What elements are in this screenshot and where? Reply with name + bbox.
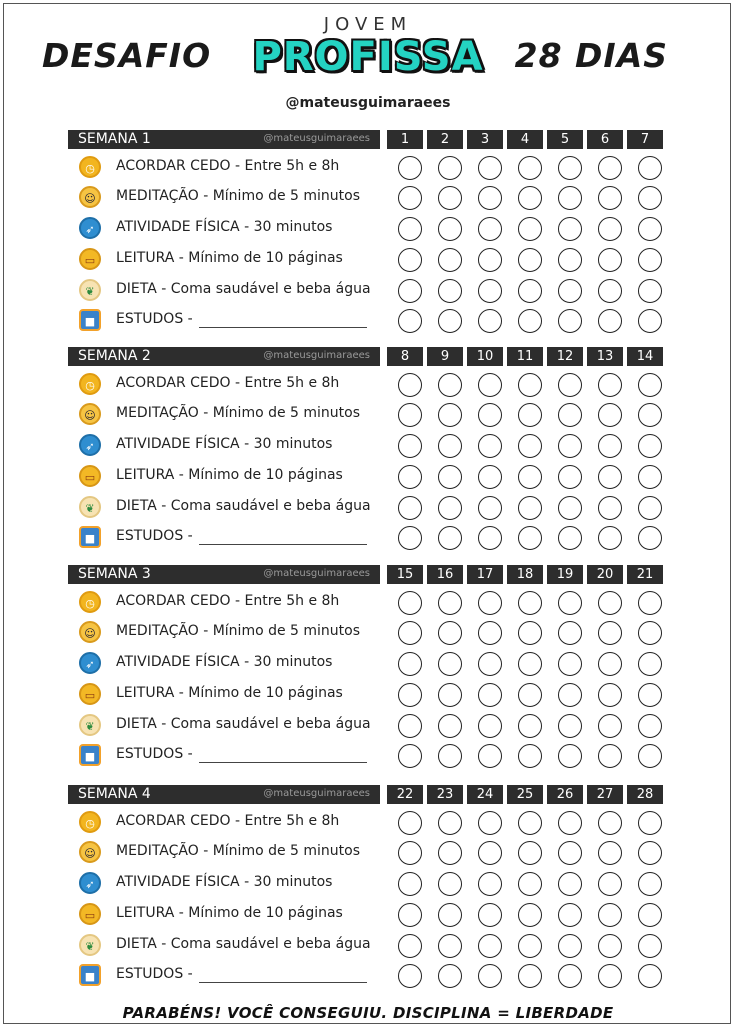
day-number: 17	[467, 565, 503, 584]
habit-check-circle[interactable]	[398, 872, 422, 896]
meditation-icon: ☺	[79, 841, 101, 863]
habit-check-circle[interactable]	[558, 591, 582, 615]
habit-check-circle[interactable]	[558, 496, 582, 520]
week-handle-watermark: @mateusguimaraees	[263, 133, 370, 144]
habit-check-circle[interactable]	[478, 248, 502, 272]
habit-label: ESTUDOS -	[116, 311, 193, 327]
day-number: 21	[627, 565, 663, 584]
habit-check-circle[interactable]	[638, 156, 662, 180]
habit-label: ACORDAR CEDO - Entre 5h e 8h	[116, 375, 340, 391]
habit-label: MEDITAÇÃO - Mínimo de 5 minutos	[116, 623, 361, 639]
book-icon: ▭	[79, 248, 101, 270]
habit-check-circle[interactable]	[518, 434, 542, 458]
habit-check-circle[interactable]	[598, 156, 622, 180]
habit-label: ATIVIDADE FÍSICA - 30 minutos	[116, 436, 333, 452]
runner-icon: ➶	[79, 872, 101, 894]
habit-check-circle[interactable]	[438, 934, 462, 958]
habit-label: LEITURA - Mínimo de 10 páginas	[116, 905, 343, 921]
habit-check-circle[interactable]	[598, 621, 622, 645]
week-title: SEMANA 2	[78, 348, 151, 364]
meal-icon: ❦	[79, 279, 101, 301]
habit-check-circle[interactable]	[438, 279, 462, 303]
habit-check-circle[interactable]	[638, 186, 662, 210]
week-header-bar	[68, 565, 380, 584]
habit-check-circle[interactable]	[638, 403, 662, 427]
habit-check-circle[interactable]	[638, 591, 662, 615]
habit-check-circle[interactable]	[518, 279, 542, 303]
habit-check-circle[interactable]	[518, 465, 542, 489]
habit-check-circle[interactable]	[518, 621, 542, 645]
habit-check-circle[interactable]	[558, 434, 582, 458]
habit-label: ACORDAR CEDO - Entre 5h e 8h	[116, 158, 340, 174]
habit-check-circle[interactable]	[398, 714, 422, 738]
meal-icon: ❦	[79, 934, 101, 956]
habit-check-circle[interactable]	[558, 811, 582, 835]
day-number: 19	[547, 565, 583, 584]
day-number: 5	[547, 130, 583, 149]
habit-check-circle[interactable]	[478, 621, 502, 645]
habit-check-circle[interactable]	[398, 248, 422, 272]
habit-check-circle[interactable]	[438, 903, 462, 927]
habit-label: MEDITAÇÃO - Mínimo de 5 minutos	[116, 843, 361, 859]
day-number: 7	[627, 130, 663, 149]
habit-check-circle[interactable]	[558, 872, 582, 896]
habit-check-circle[interactable]	[558, 744, 582, 768]
habit-check-circle[interactable]	[478, 496, 502, 520]
habit-check-circle[interactable]	[438, 465, 462, 489]
habit-check-circle[interactable]	[478, 186, 502, 210]
habit-row	[0, 838, 736, 868]
book-icon: ▭	[79, 903, 101, 925]
habit-check-circle[interactable]	[558, 248, 582, 272]
alarm-clock-icon: ◷	[79, 156, 101, 178]
habit-check-circle[interactable]	[638, 526, 662, 550]
week-handle-watermark: @mateusguimaraees	[263, 350, 370, 361]
habit-label: ATIVIDADE FÍSICA - 30 minutos	[116, 219, 333, 235]
habit-check-circle[interactable]	[398, 309, 422, 333]
habit-check-circle[interactable]	[518, 496, 542, 520]
habit-check-circle[interactable]	[598, 652, 622, 676]
habit-check-circle[interactable]	[438, 714, 462, 738]
habit-check-circle[interactable]	[638, 683, 662, 707]
alarm-clock-icon: ◷	[79, 591, 101, 613]
habit-check-circle[interactable]	[398, 403, 422, 427]
habit-row	[0, 276, 736, 306]
habit-check-circle[interactable]	[638, 309, 662, 333]
day-number: 27	[587, 785, 623, 804]
day-number: 23	[427, 785, 463, 804]
footer-message: PARABÉNS! VOCÊ CONSEGUIU. DISCIPLINA = LIBERDADE	[122, 1004, 614, 1022]
day-number: 11	[507, 347, 543, 366]
day-number: 24	[467, 785, 503, 804]
habit-row	[0, 808, 736, 838]
habit-check-circle[interactable]	[518, 526, 542, 550]
habit-check-circle[interactable]	[398, 156, 422, 180]
habit-check-circle[interactable]	[398, 373, 422, 397]
habit-check-circle[interactable]	[558, 621, 582, 645]
habit-check-circle[interactable]	[518, 373, 542, 397]
habit-check-circle[interactable]	[598, 714, 622, 738]
day-number: 16	[427, 565, 463, 584]
habit-check-circle[interactable]	[598, 903, 622, 927]
habit-label: ESTUDOS -	[116, 528, 193, 544]
habit-check-circle[interactable]	[558, 903, 582, 927]
habit-check-circle[interactable]	[478, 841, 502, 865]
habit-label: DIETA - Coma saudável e beba água	[116, 498, 371, 514]
habit-check-circle[interactable]	[438, 156, 462, 180]
habit-check-circle[interactable]	[518, 403, 542, 427]
runner-icon: ➶	[79, 652, 101, 674]
habit-label: DIETA - Coma saudável e beba água	[116, 716, 371, 732]
habit-label: LEITURA - Mínimo de 10 páginas	[116, 467, 343, 483]
habit-check-circle[interactable]	[518, 683, 542, 707]
day-number: 25	[507, 785, 543, 804]
header-28-dias: 28 DIAS	[514, 36, 668, 75]
habit-check-circle[interactable]	[438, 248, 462, 272]
habit-check-circle[interactable]	[638, 621, 662, 645]
habit-check-circle[interactable]	[438, 403, 462, 427]
habit-check-circle[interactable]	[478, 309, 502, 333]
habit-check-circle[interactable]	[558, 714, 582, 738]
habit-row	[0, 649, 736, 679]
habit-check-circle[interactable]	[638, 872, 662, 896]
habit-check-circle[interactable]	[478, 156, 502, 180]
habit-check-circle[interactable]	[558, 465, 582, 489]
day-number: 9	[427, 347, 463, 366]
habit-row	[0, 431, 736, 461]
day-number: 26	[547, 785, 583, 804]
habit-check-circle[interactable]	[478, 403, 502, 427]
habit-check-circle[interactable]	[478, 465, 502, 489]
habit-check-circle[interactable]	[558, 373, 582, 397]
habit-check-circle[interactable]	[598, 465, 622, 489]
habit-check-circle[interactable]	[518, 156, 542, 180]
brand-profissa-logo: PROFISSA	[252, 34, 484, 80]
day-number: 13	[587, 347, 623, 366]
habit-check-circle[interactable]	[518, 591, 542, 615]
habit-check-circle[interactable]	[478, 373, 502, 397]
habit-check-circle[interactable]	[638, 903, 662, 927]
habit-check-circle[interactable]	[598, 279, 622, 303]
habit-label: DIETA - Coma saudável e beba água	[116, 936, 371, 952]
habit-check-circle[interactable]	[398, 526, 422, 550]
study-icon: ■	[79, 526, 101, 548]
habit-check-circle[interactable]	[438, 652, 462, 676]
habit-check-circle[interactable]	[558, 841, 582, 865]
brand-jovem: JOVEM	[323, 14, 413, 35]
habit-check-circle[interactable]	[558, 964, 582, 988]
habit-check-circle[interactable]	[518, 714, 542, 738]
runner-icon: ➶	[79, 434, 101, 456]
habit-check-circle[interactable]	[438, 434, 462, 458]
habit-check-circle[interactable]	[438, 526, 462, 550]
habit-check-circle[interactable]	[598, 811, 622, 835]
habit-check-circle[interactable]	[598, 186, 622, 210]
alarm-clock-icon: ◷	[79, 373, 101, 395]
habit-check-circle[interactable]	[398, 465, 422, 489]
habit-row	[0, 680, 736, 710]
habit-check-circle[interactable]	[518, 248, 542, 272]
habit-check-circle[interactable]	[478, 744, 502, 768]
habit-check-circle[interactable]	[638, 496, 662, 520]
habit-check-circle[interactable]	[478, 526, 502, 550]
habit-check-circle[interactable]	[478, 714, 502, 738]
habit-label: ACORDAR CEDO - Entre 5h e 8h	[116, 813, 340, 829]
day-number: 28	[627, 785, 663, 804]
habit-check-circle[interactable]	[518, 872, 542, 896]
habit-check-circle[interactable]	[518, 652, 542, 676]
habit-row	[0, 400, 736, 430]
habit-check-circle[interactable]	[518, 964, 542, 988]
habit-check-circle[interactable]	[398, 652, 422, 676]
habit-check-circle[interactable]	[438, 872, 462, 896]
habit-check-circle[interactable]	[558, 526, 582, 550]
habit-check-circle[interactable]	[518, 841, 542, 865]
habit-check-circle[interactable]	[398, 934, 422, 958]
habit-check-circle[interactable]	[438, 811, 462, 835]
meditation-icon: ☺	[79, 403, 101, 425]
habit-row	[0, 370, 736, 400]
book-icon: ▭	[79, 683, 101, 705]
habit-check-circle[interactable]	[638, 964, 662, 988]
habit-row	[0, 741, 736, 771]
habit-check-circle[interactable]	[398, 744, 422, 768]
habit-check-circle[interactable]	[438, 373, 462, 397]
habit-check-circle[interactable]	[598, 526, 622, 550]
habit-check-circle[interactable]	[438, 621, 462, 645]
habit-row	[0, 214, 736, 244]
day-number: 4	[507, 130, 543, 149]
day-number: 2	[427, 130, 463, 149]
habit-check-circle[interactable]	[438, 591, 462, 615]
habit-label: LEITURA - Mínimo de 10 páginas	[116, 685, 343, 701]
habit-check-circle[interactable]	[478, 934, 502, 958]
habit-row	[0, 523, 736, 553]
habit-check-circle[interactable]	[518, 934, 542, 958]
habit-row	[0, 618, 736, 648]
week-handle-watermark: @mateusguimaraees	[263, 788, 370, 799]
habit-row	[0, 931, 736, 961]
habit-label: MEDITAÇÃO - Mínimo de 5 minutos	[116, 188, 361, 204]
habit-check-circle[interactable]	[638, 714, 662, 738]
habit-check-circle[interactable]	[398, 434, 422, 458]
habit-label: DIETA - Coma saudável e beba água	[116, 281, 371, 297]
study-subject-blank-line[interactable]	[199, 762, 367, 763]
habit-label: MEDITAÇÃO - Mínimo de 5 minutos	[116, 405, 361, 421]
habit-check-circle[interactable]	[518, 309, 542, 333]
week-handle-watermark: @mateusguimaraees	[263, 568, 370, 579]
habit-check-circle[interactable]	[518, 186, 542, 210]
day-number: 1	[387, 130, 423, 149]
habit-check-circle[interactable]	[518, 744, 542, 768]
habit-check-circle[interactable]	[638, 248, 662, 272]
habit-check-circle[interactable]	[638, 279, 662, 303]
habit-check-circle[interactable]	[438, 683, 462, 707]
habit-check-circle[interactable]	[638, 373, 662, 397]
habit-check-circle[interactable]	[598, 744, 622, 768]
habit-label: ATIVIDADE FÍSICA - 30 minutos	[116, 654, 333, 670]
meditation-icon: ☺	[79, 621, 101, 643]
habit-check-circle[interactable]	[398, 591, 422, 615]
habit-check-circle[interactable]	[598, 964, 622, 988]
habit-check-circle[interactable]	[398, 279, 422, 303]
habit-check-circle[interactable]	[558, 309, 582, 333]
habit-check-circle[interactable]	[438, 217, 462, 241]
habit-check-circle[interactable]	[478, 811, 502, 835]
habit-row	[0, 245, 736, 275]
week-title: SEMANA 4	[78, 786, 151, 802]
habit-check-circle[interactable]	[638, 652, 662, 676]
habit-row	[0, 493, 736, 523]
habit-check-circle[interactable]	[438, 964, 462, 988]
habit-check-circle[interactable]	[438, 309, 462, 333]
habit-check-circle[interactable]	[518, 903, 542, 927]
habit-check-circle[interactable]	[598, 872, 622, 896]
habit-check-circle[interactable]	[398, 903, 422, 927]
habit-check-circle[interactable]	[438, 841, 462, 865]
habit-check-circle[interactable]	[558, 156, 582, 180]
habit-check-circle[interactable]	[478, 652, 502, 676]
meditation-icon: ☺	[79, 186, 101, 208]
habit-check-circle[interactable]	[598, 373, 622, 397]
habit-check-circle[interactable]	[478, 591, 502, 615]
habit-check-circle[interactable]	[478, 964, 502, 988]
habit-row	[0, 153, 736, 183]
habit-check-circle[interactable]	[478, 683, 502, 707]
habit-check-circle[interactable]	[598, 841, 622, 865]
habit-check-circle[interactable]	[558, 217, 582, 241]
habit-label: ACORDAR CEDO - Entre 5h e 8h	[116, 593, 340, 609]
habit-check-circle[interactable]	[478, 217, 502, 241]
habit-row	[0, 900, 736, 930]
week-header-bar	[68, 347, 380, 366]
study-subject-blank-line[interactable]	[199, 982, 367, 983]
habit-check-circle[interactable]	[398, 811, 422, 835]
day-number: 8	[387, 347, 423, 366]
habit-check-circle[interactable]	[598, 434, 622, 458]
habit-check-circle[interactable]	[638, 934, 662, 958]
habit-check-circle[interactable]	[398, 683, 422, 707]
runner-icon: ➶	[79, 217, 101, 239]
study-icon: ■	[79, 744, 101, 766]
study-icon: ■	[79, 309, 101, 331]
habit-check-circle[interactable]	[438, 744, 462, 768]
habit-check-circle[interactable]	[598, 403, 622, 427]
habit-check-circle[interactable]	[518, 811, 542, 835]
week-title: SEMANA 3	[78, 566, 151, 582]
week-header-bar	[68, 785, 380, 804]
habit-check-circle[interactable]	[598, 496, 622, 520]
day-number: 3	[467, 130, 503, 149]
habit-check-circle[interactable]	[558, 683, 582, 707]
habit-row	[0, 961, 736, 991]
habit-check-circle[interactable]	[598, 309, 622, 333]
habit-check-circle[interactable]	[398, 217, 422, 241]
habit-row	[0, 183, 736, 213]
habit-check-circle[interactable]	[438, 186, 462, 210]
habit-check-circle[interactable]	[558, 652, 582, 676]
habit-check-circle[interactable]	[478, 279, 502, 303]
habit-row	[0, 462, 736, 492]
day-number: 18	[507, 565, 543, 584]
day-number: 10	[467, 347, 503, 366]
habit-check-circle[interactable]	[598, 217, 622, 241]
habit-check-circle[interactable]	[398, 621, 422, 645]
meal-icon: ❦	[79, 496, 101, 518]
habit-check-circle[interactable]	[518, 217, 542, 241]
week-header-bar	[68, 130, 380, 149]
study-subject-blank-line[interactable]	[199, 327, 367, 328]
study-subject-blank-line[interactable]	[199, 544, 367, 545]
day-number: 12	[547, 347, 583, 366]
habit-check-circle[interactable]	[558, 934, 582, 958]
habit-label: ESTUDOS -	[116, 746, 193, 762]
habit-row	[0, 306, 736, 336]
habit-check-circle[interactable]	[398, 186, 422, 210]
habit-check-circle[interactable]	[638, 434, 662, 458]
habit-label: LEITURA - Mínimo de 10 páginas	[116, 250, 343, 266]
habit-check-circle[interactable]	[398, 496, 422, 520]
day-number: 6	[587, 130, 623, 149]
habit-row	[0, 869, 736, 899]
habit-check-circle[interactable]	[398, 964, 422, 988]
week-title: SEMANA 1	[78, 131, 151, 147]
habit-check-circle[interactable]	[558, 279, 582, 303]
habit-check-circle[interactable]	[598, 248, 622, 272]
habit-check-circle[interactable]	[638, 465, 662, 489]
day-number: 15	[387, 565, 423, 584]
meal-icon: ❦	[79, 714, 101, 736]
habit-check-circle[interactable]	[398, 841, 422, 865]
habit-label: ATIVIDADE FÍSICA - 30 minutos	[116, 874, 333, 890]
habit-check-circle[interactable]	[438, 496, 462, 520]
book-icon: ▭	[79, 465, 101, 487]
habit-check-circle[interactable]	[638, 811, 662, 835]
habit-check-circle[interactable]	[558, 403, 582, 427]
habit-check-circle[interactable]	[598, 934, 622, 958]
author-handle: @mateusguimaraees	[285, 95, 451, 111]
habit-check-circle[interactable]	[598, 683, 622, 707]
habit-check-circle[interactable]	[478, 872, 502, 896]
habit-check-circle[interactable]	[638, 217, 662, 241]
habit-check-circle[interactable]	[478, 903, 502, 927]
header-desafio: DESAFIO	[42, 36, 212, 75]
day-number: 14	[627, 347, 663, 366]
habit-check-circle[interactable]	[638, 841, 662, 865]
habit-label: ESTUDOS -	[116, 966, 193, 982]
habit-check-circle[interactable]	[478, 434, 502, 458]
day-number: 20	[587, 565, 623, 584]
day-number: 22	[387, 785, 423, 804]
habit-check-circle[interactable]	[638, 744, 662, 768]
habit-row	[0, 588, 736, 618]
study-icon: ■	[79, 964, 101, 986]
habit-check-circle[interactable]	[598, 591, 622, 615]
habit-row	[0, 711, 736, 741]
alarm-clock-icon: ◷	[79, 811, 101, 833]
habit-check-circle[interactable]	[558, 186, 582, 210]
